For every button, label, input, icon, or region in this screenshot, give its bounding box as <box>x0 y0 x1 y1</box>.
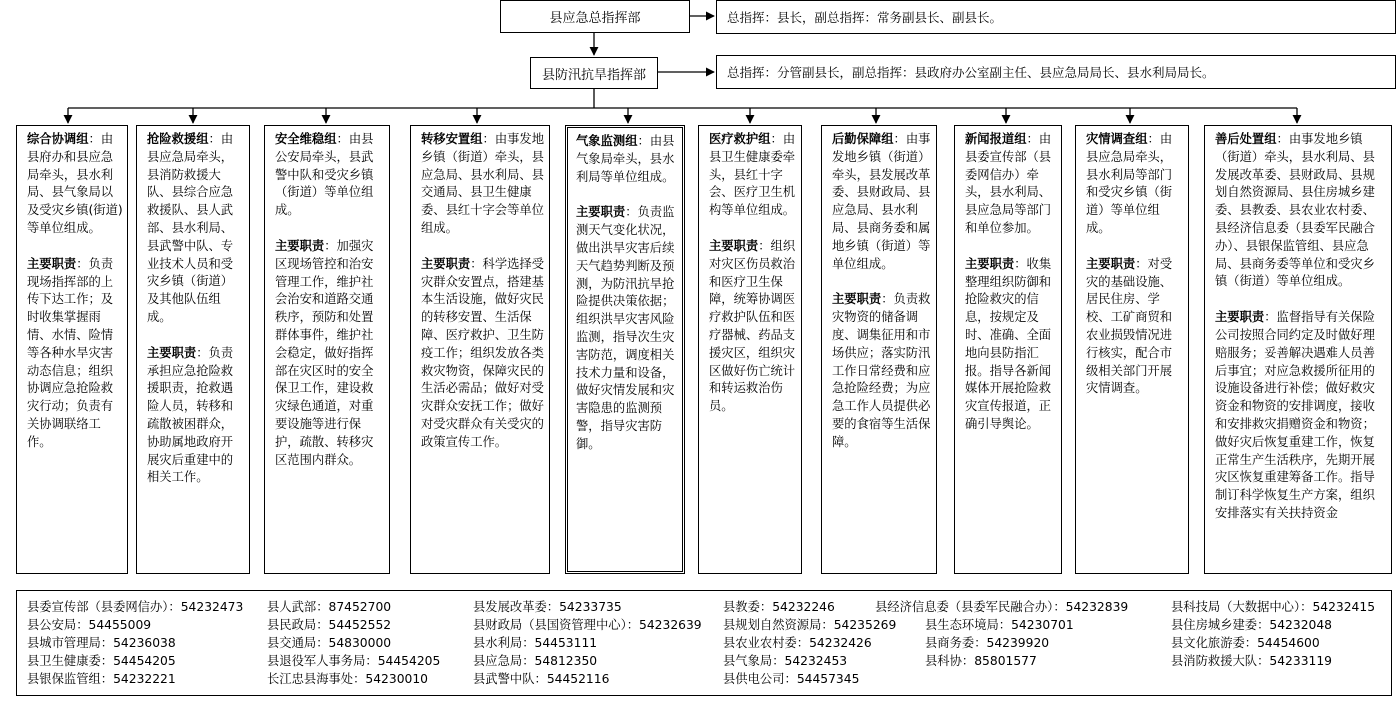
contact-entry: 县供电公司：54457345 <box>723 672 860 686</box>
duty-label: 主要职责 <box>832 292 882 307</box>
flood-hq-note-box <box>716 55 1396 89</box>
duty-label: 主要职责 <box>27 256 77 271</box>
contact-entry: 县财政局（县国资管理中心）：54232639 <box>473 618 702 632</box>
group-intro: 由县应急局牵头，县水利局等部门和受灾乡镇（街道）等单位组成。 <box>1086 132 1173 235</box>
group-intro: 由县公安局牵头，县武警中队和受灾乡镇（街道）等单位组成。 <box>275 132 374 218</box>
contacts-row <box>17 616 1391 634</box>
group-name: 综合协调组 <box>27 132 89 146</box>
contact-entry: 县退役军人事务局：54454205 <box>267 654 441 668</box>
group-duty: 收集整理组织防御和抢险救灾的信息，按规定及时、准确、全面地向县防指汇报。指导各新闻媒体开展抢险救灾宣传报道，正确引导舆论。 <box>965 256 1052 431</box>
contact-entry: 县应急局：54812350 <box>473 654 598 668</box>
group-duty: 负责承担应急抢险救援职责，抢救遇险人员，转移和疏散被困群众，协助属地政府开展灾后重建中的相关工作。 <box>147 345 234 485</box>
group-name: 转移安置组 <box>421 132 483 146</box>
flood-hq-note: 总指挥：分管副县长，副总指挥：县政府办公室副主任、县应急局局长、县水利局局长。 <box>727 65 1215 80</box>
group-duty: 加强灾区现场管控和治安管理工作，维护社会治安和道路交通秩序，预防和处置群体事件，维护社会稳定，做好指挥部在灾区时的安全保卫工作，建设救灾绿色通道，对重要设施等进行保护，疏散、转移灾区范围内群众。 <box>275 238 374 467</box>
group-duty: 负责救灾物资的储备调度、调集征用和市场供应；落实防汛工作日常经费和应急抢险经费；为应急工作人员提供必要的食宿等生活保障。 <box>832 292 931 449</box>
group-intro: 由事发地乡镇（街道）牵头，县水利局、县发展改革委、县财政局、县规划自然资源局、县住房城乡建委、县教委、县农业农村委、县经济信息委（县委军民融合办）、县银保监管组、县应急局、县商务委等单位和受灾乡镇（街道）等单位组成。 <box>1215 132 1375 289</box>
contact-entry: 县规划自然资源局：54235269 <box>723 618 897 632</box>
contact-entry: 县委宣传部（县委网信办）：54232473 <box>27 600 244 614</box>
duty-label: 主要职责 <box>421 256 471 271</box>
group-news: 新闻报道组：由县委宣传部（县委网信办）牵头，县水利局、县应急局等部门和单位参加。 主要职责：收集整理组织防御和抢险救灾的信息，按规定及时、准确、全面地向县防指汇报。指导各新闻媒体开展抢险救灾宣传报道，正确引导舆论。 <box>954 125 1062 574</box>
contact-entry: 县民政局：54452552 <box>267 618 392 632</box>
group-intro: 由县应急局牵头，县消防救援大队、县综合应急救援队、县人武部、县水利局、县武警中队、专业技术人员和受灾乡镇（街道）及其他队伍组成。 <box>147 132 234 324</box>
contact-entry: 县交通局：54830000 <box>267 636 392 650</box>
group-medical: 医疗救护组：由县卫生健康委牵头，县红十字会、医疗卫生机构等单位组成。 主要职责：组织对灾区伤员救治和医疗卫生保障，统筹协调医疗救护队伍和医疗器械、药品支援灾区，组织灾区做好伤亡统计和转运救治伤员。 <box>698 125 802 574</box>
contact-entry: 县银保监管组：54232221 <box>27 672 176 686</box>
group-intro: 由事发地乡镇（街道）牵头，县发展改革委、县财政局、县应急局、县水利局、县商务委和属地乡镇（街道）等单位组成。 <box>832 132 931 271</box>
group-name: 灾情调查组 <box>1086 132 1148 146</box>
group-duty: 负责现场指挥部的上传下达工作；及时收集掌握雨情、水情、险情等各种水旱灾害动态信息；组织协调应急抢险救灾行动；负责有关协调联络工作。 <box>27 256 114 449</box>
contact-entry: 县文化旅游委：54454600 <box>1171 636 1320 650</box>
group-logistics: 后勤保障组：由事发地乡镇（街道）牵头，县发展改革委、县财政局、县应急局、县水利局、县商务委和属地乡镇（街道）等单位组成。 主要职责：负责救灾物资的储备调度、调集征用和市场供应；落实防汛工作日常经费和应急抢险经费；为应急工作人员提供必要的食宿等生活保障。 <box>821 125 937 574</box>
duty-label: 主要职责 <box>1086 256 1136 271</box>
group-duty: 监督指导有关保险公司按照合同约定及时做好理赔服务；妥善解决遇难人员善后事宜；对应急救援所征用的设施设备进行补偿；做好救灾资金和物资的安排调度，接收和安排救灾捐赠资金和物资；做好灾后恢复重建工作，恢复正常生产生活秩序，先期开展灾区恢复重建筹备工作。指导制订科学恢复生产方案，组织安排落实有关扶持资金 <box>1215 310 1375 520</box>
contacts-row <box>17 634 1391 652</box>
group-name: 医疗救护组 <box>709 132 771 146</box>
contact-entry: 县生态环境局：54230701 <box>925 618 1074 632</box>
contact-entry: 县科协：85801577 <box>925 654 1037 668</box>
contact-entry: 县城市管理局：54236038 <box>27 636 176 650</box>
group-comprehensive-coordination: 综合协调组：由县府办和县应急局牵头，县水利局、县气象局以及受灾乡镇(街道)等单位组成。 主要职责：负责现场指挥部的上传下达工作；及时收集掌握雨情、水情、险情等各种水旱灾害动态信息；组织协调应急抢险救灾行动；负责有关协调联络工作。 <box>16 125 128 574</box>
group-name: 抢险救援组 <box>147 132 209 146</box>
contact-entry: 县气象局：54232453 <box>723 654 848 668</box>
contact-entry: 县科技局（大数据中心）：54232415 <box>1171 600 1376 614</box>
contact-entry: 县商务委：54239920 <box>925 636 1050 650</box>
group-rescue: 抢险救援组：由县应急局牵头，县消防救援大队、县综合应急救援队、县人武部、县水利局、县武警中队、专业技术人员和受灾乡镇（街道）及其他队伍组成。 主要职责：负责承担应急抢险救援职责，抢救遇险人员，转移和疏散被困群众，协助属地政府开展灾后重建中的相关工作。 <box>136 125 250 574</box>
group-name: 气象监测组 <box>576 134 638 148</box>
contacts-row <box>17 670 1391 688</box>
contact-entry: 县住房城乡建委：54232048 <box>1171 618 1332 632</box>
flood-hq-box <box>530 57 658 89</box>
group-disaster-survey: 灾情调查组：由县应急局牵头，县水利局等部门和受灾乡镇（街道）等单位组成。 主要职责：对受灾的基础设施、居民住房、学校、工矿商贸和农业损毁情况进行核实，配合市级相关部门开展灾情调查。 <box>1075 125 1189 574</box>
top-hq-title: 县应急总指挥部 <box>549 11 641 26</box>
duty-label: 主要职责 <box>147 345 197 360</box>
group-security: 安全维稳组：由县公安局牵头，县武警中队和受灾乡镇（街道）等单位组成。 主要职责：加强灾区现场管控和治安管理工作，维护社会治安和道路交通秩序，预防和处置群体事件，维护社会稳定，做好指挥部在灾区时的安全保卫工作，建设救灾绿色通道，对重要设施等进行保护，疏散、转移灾区范围内群众。 <box>264 125 390 574</box>
contact-entry: 县人武部：87452700 <box>267 600 392 614</box>
group-relocation: 转移安置组：由事发地乡镇（街道）牵头，县应急局、县水利局、县交通局、县卫生健康委、县红十字会等单位组成。 主要职责：科学选择受灾群众安置点，搭建基本生活设施，做好灾民的转移安置、生活保障、医疗救护、卫生防疫工作；组织发放各类救灾物资，保障灾民的生活必需品；做好对受灾群众安抚工作；做好对受灾群众有关受灾的政策宣传工作。 <box>410 125 550 574</box>
flood-hq-title: 县防汛抗旱指挥部 <box>541 67 646 83</box>
group-aftermath: 善后处置组：由事发地乡镇（街道）牵头，县水利局、县发展改革委、县财政局、县规划自然资源局、县住房城乡建委、县教委、县农业农村委、县经济信息委（县委军民融合办）、县银保监管组、县应急局、县商务委等单位和受灾乡镇（街道）等单位组成。 主要职责：监督指导有关保险公司按照合同约定及时做好理赔服务；妥善解决遇难人员善后事宜；对应急救援所征用的设施设备进行补偿；做好救灾资金和物资的安排调度，接收和安排救灾捐赠资金和物资；做好灾后恢复重建工作，恢复正常生产生活秩序，先期开展灾区恢复重建筹备工作。指导制订科学恢复生产方案，组织安排落实有关扶持资金 <box>1204 125 1392 574</box>
duty-label: 主要职责 <box>709 238 759 253</box>
group-name: 新闻报道组 <box>965 132 1027 146</box>
group-intro: 由县府办和县应急局牵头，县水利局、县气象局以及受灾乡镇(街道)等单位组成。 <box>27 132 123 235</box>
group-intro: 由县气象局牵头，县水利局等单位组成。 <box>576 134 675 184</box>
contacts-row <box>17 598 1391 616</box>
group-name: 安全维稳组 <box>275 132 337 146</box>
contact-entry: 县水利局：54453111 <box>473 636 598 650</box>
group-intro: 由事发地乡镇（街道）牵头，县应急局、县水利局、县交通局、县卫生健康委、县红十字会等单位组成。 <box>421 132 545 235</box>
contact-entry: 县农业农村委：54232426 <box>723 636 872 650</box>
contact-entry: 长江忠县海事处：54230010 <box>267 672 428 686</box>
group-duty: 组织对灾区伤员救治和医疗卫生保障，统筹协调医疗救护队伍和医疗器械、药品支援灾区，组织灾区做好伤亡统计和转运救治伤员。 <box>709 238 796 414</box>
top-hq-box <box>500 0 690 33</box>
contact-entry: 县发展改革委：54233735 <box>473 600 622 614</box>
group-weather-monitoring: 气象监测组：由县气象局牵头，县水利局等单位组成。 主要职责：负责监测天气变化状况，做出洪旱灾害后续天气趋势判断及预测，为防汛抗旱抢险提供决策依据；组织洪旱灾害风险监测，指导次生灾害防范，调度相关技术力量和设备，做好灾情发展和灾害隐患的监测预警，指导灾害防御。 <box>565 125 685 574</box>
group-duty: 科学选择受灾群众安置点，搭建基本生活设施，做好灾民的转移安置、生活保障、医疗救护、卫生防疫工作；组织发放各类救灾物资，保障灾民的生活必需品；做好对受灾群众安抚工作；做好对受灾群众有关受灾的政策宣传工作。 <box>421 256 545 449</box>
duty-label: 主要职责 <box>275 238 325 253</box>
duty-label: 主要职责 <box>576 205 626 220</box>
contact-entry: 县卫生健康委：54454205 <box>27 654 176 668</box>
group-intro: 由县委宣传部（县委网信办）牵头，县水利局、县应急局等部门和单位参加。 <box>965 132 1052 235</box>
contact-entry: 县武警中队：54452116 <box>473 672 610 686</box>
contacts-row <box>17 652 1391 670</box>
group-name: 后勤保障组 <box>832 132 894 146</box>
contact-entry: 县消防救援大队：54233119 <box>1171 654 1332 668</box>
duty-label: 主要职责 <box>1215 310 1265 325</box>
contact-entry: 县公安局：54455009 <box>27 618 152 632</box>
group-intro: 由县卫生健康委牵头，县红十字会、医疗卫生机构等单位组成。 <box>709 132 796 218</box>
group-duty: 负责监测天气变化状况，做出洪旱灾害后续天气趋势判断及预测，为防汛抗旱抢险提供决策依据；组织洪旱灾害风险监测，指导次生灾害防范，调度相关技术力量和设备，做好灾情发展和灾害隐患的监测预警，指导灾害防御。 <box>576 205 675 451</box>
group-duty: 对受灾的基础设施、居民住房、学校、工矿商贸和农业损毁情况进行核实，配合市级相关部门开展灾情调查。 <box>1086 256 1173 396</box>
group-name: 善后处置组 <box>1215 132 1277 146</box>
duty-label: 主要职责 <box>965 256 1015 271</box>
contact-entry: 县经济信息委（县委军民融合办）：54232839 <box>875 600 1129 614</box>
top-hq-note: 总指挥：县长，副总指挥：常务副县长、副县长。 <box>727 10 1003 25</box>
contact-entry: 县教委：54232246 <box>723 600 835 614</box>
top-hq-note-box <box>716 0 1396 34</box>
contacts-table <box>16 590 1392 696</box>
